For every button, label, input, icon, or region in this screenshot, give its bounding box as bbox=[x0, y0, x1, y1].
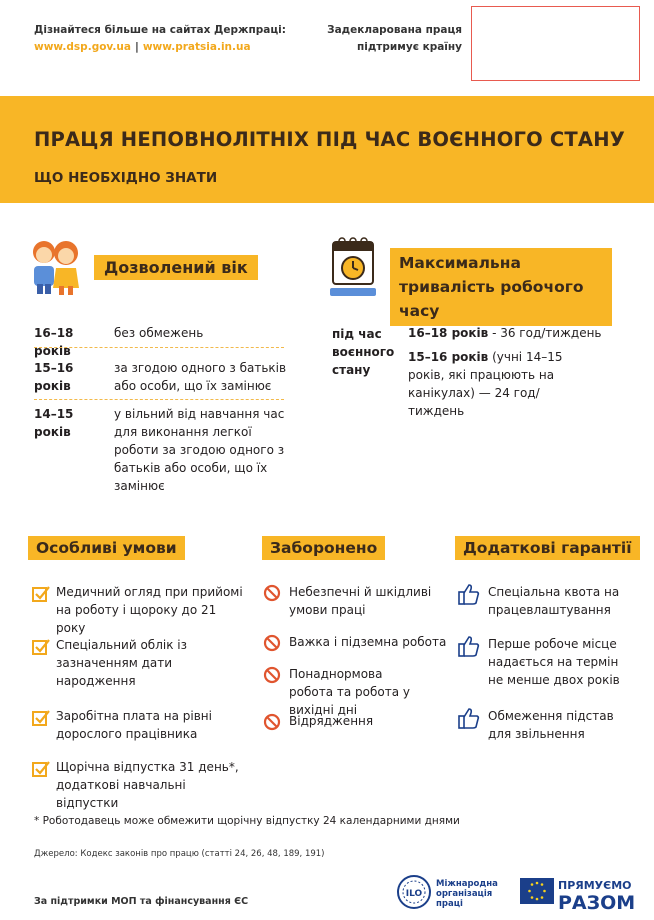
site-link-dsp[interactable]: www.dsp.gov.ua bbox=[34, 41, 131, 53]
item-text: Небезпечні й шкідливі умови праці bbox=[289, 585, 432, 617]
special-heading: Особливі умови bbox=[28, 536, 185, 560]
item-text: Спеціальна квота на працевлаштування bbox=[488, 585, 620, 617]
children-icon bbox=[30, 238, 80, 296]
item-text: Заробітна плата на рівні дорослого працівника bbox=[56, 709, 212, 741]
page-title: ПРАЦЯ НЕПОВНОЛІТНІХ ПІД ЧАС ВОЄННОГО СТАНУ bbox=[34, 128, 625, 151]
age-label: 15–16 років bbox=[34, 361, 74, 393]
hours-text: - 36 год/тиждень bbox=[488, 326, 602, 340]
eu-flag-icon bbox=[520, 878, 554, 904]
item-text: Щорічна відпустка 31 день*, додаткові навчальні відпустки bbox=[56, 760, 239, 810]
item-text: Понаднормова робота та робота у вихідні дні bbox=[289, 667, 410, 717]
item-text: Спеціальний облік із зазначенням дати народження bbox=[56, 638, 187, 688]
site-link-pratsia[interactable]: www.pratsia.in.ua bbox=[142, 41, 251, 53]
hours-age-label: 15–16 років bbox=[408, 350, 489, 364]
checkbox-icon bbox=[32, 585, 50, 603]
hours-row bbox=[408, 348, 580, 420]
age-label: 14–15 років bbox=[34, 407, 74, 439]
age-text: у вільний від навчання час для виконання легкої роботи за згодою одного з батьків або особи, що їх замінює bbox=[114, 407, 285, 493]
hours-text: (учні 14–15 років, які працюють на канікулах) — 24 год/тиждень bbox=[408, 350, 563, 418]
razom-logo bbox=[558, 880, 635, 914]
ilo-mark: ILO bbox=[405, 889, 423, 899]
logo-placeholder-box bbox=[471, 6, 640, 81]
info-line: Дізнайтеся більше на сайтах Держпраці: bbox=[34, 24, 286, 36]
thumbs-up-icon bbox=[458, 635, 480, 657]
divider bbox=[34, 399, 284, 400]
age-label: 16–18 років bbox=[34, 326, 74, 358]
age-text: за згодою одного з батьків або особи, що їх замінює bbox=[114, 361, 287, 393]
checkbox-icon bbox=[32, 760, 50, 778]
page-subtitle: ЩО НЕОБХІДНО ЗНАТИ bbox=[34, 170, 218, 186]
age-text: без обмежень bbox=[114, 326, 204, 340]
clock-calendar-icon bbox=[330, 236, 376, 300]
razom-line-1: ПРЯМУЄМО bbox=[558, 879, 632, 892]
prohibited-icon bbox=[263, 666, 281, 684]
hours-age-label: 16–18 років bbox=[408, 326, 489, 340]
thumbs-up-icon bbox=[458, 707, 480, 729]
ilo-name bbox=[436, 879, 498, 909]
checkbox-icon bbox=[32, 709, 50, 727]
footnote: * Роботодавець може обмежити щорічну відпустку 24 календарними днями bbox=[34, 815, 460, 827]
ilo-name-line-1: Міжнародна bbox=[436, 879, 498, 889]
razom-line-2: РАЗОМ bbox=[558, 892, 636, 914]
support-note: За підтримки МОП та фінансування ЄС bbox=[34, 896, 249, 907]
hours-condition: під час воєнного стану bbox=[332, 327, 395, 377]
divider bbox=[34, 347, 284, 348]
hours-row bbox=[408, 324, 618, 342]
source-note: Джерело: Кодекс законів про працю (статті 24, 26, 48, 189, 191) bbox=[34, 849, 325, 859]
prohibited-icon bbox=[263, 634, 281, 652]
item-text: Важка і підземна робота bbox=[289, 635, 447, 649]
prohibited-icon bbox=[263, 584, 281, 602]
list-item bbox=[32, 583, 252, 635]
checkbox-icon bbox=[32, 638, 50, 656]
ilo-logo-icon bbox=[396, 874, 432, 910]
item-text: Обмеження підстав для звільнення bbox=[488, 709, 614, 741]
ilo-name-line-2: організація bbox=[436, 889, 493, 899]
item-text: Перше робоче місце надається на термін не менше двох років bbox=[488, 637, 620, 687]
prohibited-icon bbox=[263, 713, 281, 731]
thumbs-up-icon bbox=[458, 583, 480, 605]
prohibited-heading: Заборонено bbox=[262, 536, 385, 560]
slogan bbox=[318, 22, 462, 56]
slogan-line-2: підтримує країну bbox=[356, 41, 462, 53]
slogan-line-1: Задекларована праця bbox=[327, 24, 462, 36]
info-block bbox=[34, 22, 286, 56]
item-text: Відрядження bbox=[289, 714, 374, 728]
ilo-name-line-3: праці bbox=[436, 899, 463, 909]
age-heading: Дозволений вік bbox=[94, 255, 258, 280]
guarantees-heading: Додаткові гарантії bbox=[455, 536, 640, 560]
site-separator: | bbox=[134, 41, 139, 53]
hours-heading: Максимальна тривалість робочого часу bbox=[390, 248, 612, 326]
item-text: Медичний огляд при прийомі на роботу і щороку до 21 року bbox=[56, 585, 243, 635]
